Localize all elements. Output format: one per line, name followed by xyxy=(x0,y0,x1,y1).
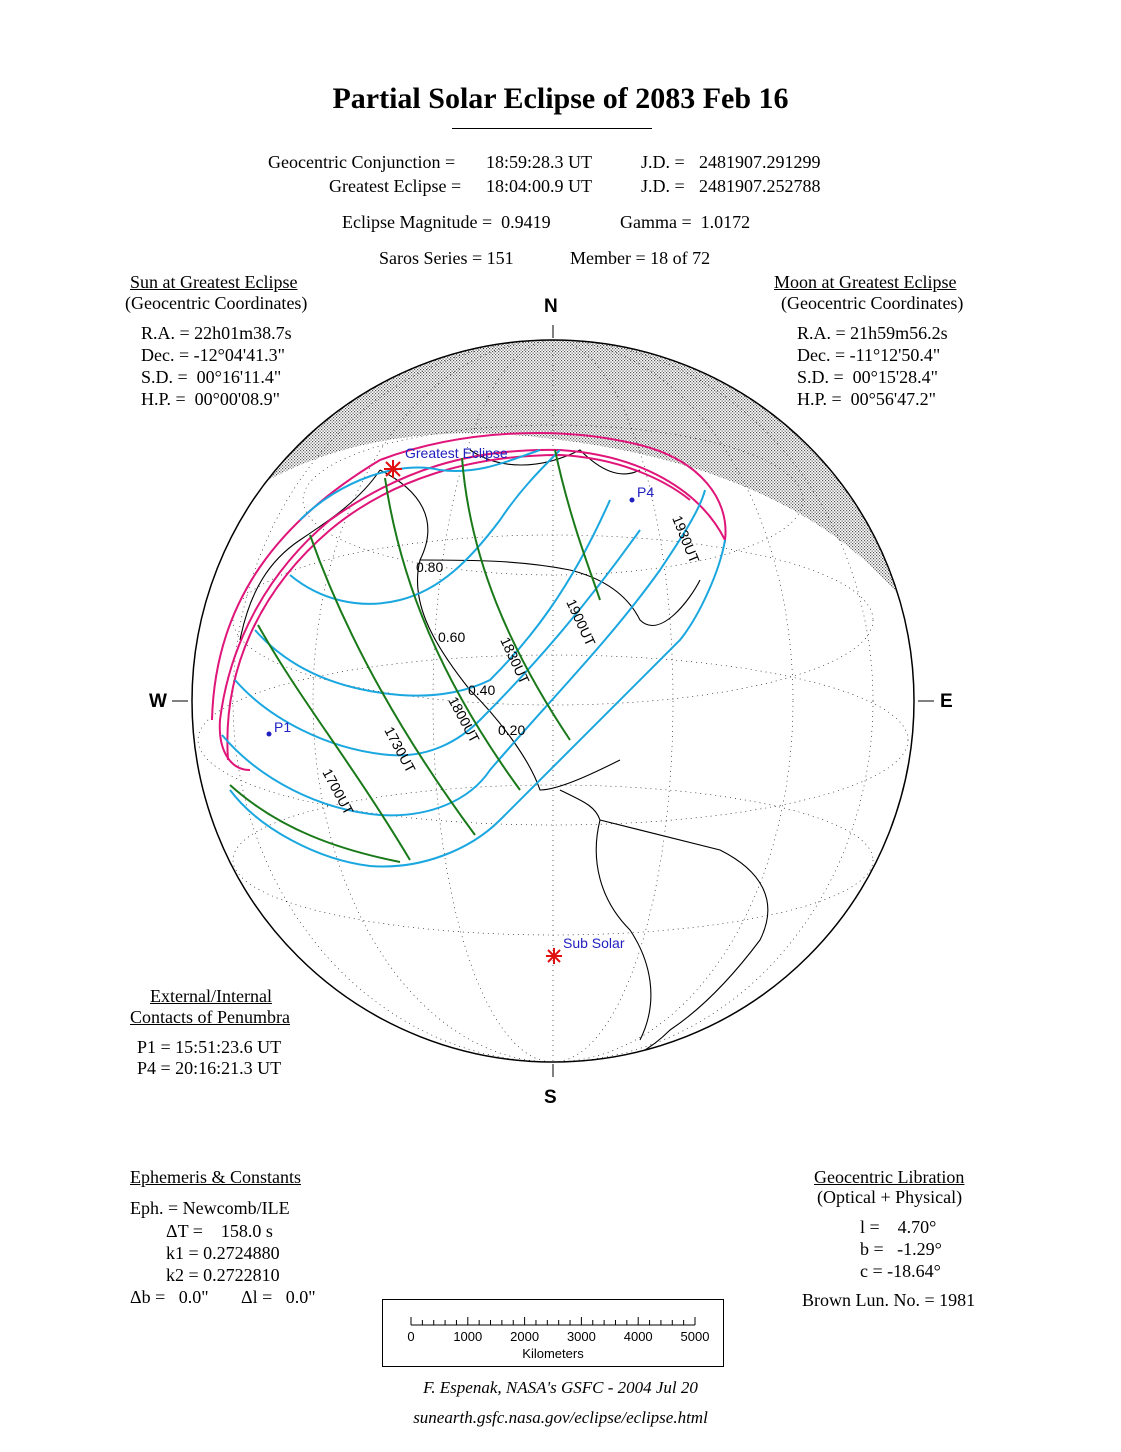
moon-dec: Dec. = -11°12'50.4" xyxy=(797,345,941,365)
libration-c: c = -18.64° xyxy=(860,1261,941,1281)
magnitude-curves xyxy=(222,450,725,867)
time-label: 1930UT xyxy=(669,513,703,566)
sun-ra: R.A. = 22h01m38.7s xyxy=(141,323,292,343)
contacts-heading-2: Contacts of Penumbra xyxy=(130,1007,290,1027)
eclipse-magnitude: Eclipse Magnitude = 0.9419 xyxy=(342,212,551,232)
p1-label: P1 xyxy=(274,719,292,735)
scale-tick-label: 3000 xyxy=(566,1329,596,1344)
scale-tick-label: 2000 xyxy=(510,1329,540,1344)
magnitude-label: 0.80 xyxy=(416,559,444,575)
sun-hp: H.P. = 00°00'08.9" xyxy=(141,389,280,409)
time-label: 1900UT xyxy=(563,596,599,649)
ephemeris-eph: Eph. = Newcomb/ILE xyxy=(130,1198,290,1218)
north-label: N xyxy=(544,296,558,317)
p1-point xyxy=(267,732,272,737)
scale-tick-label: 0 xyxy=(407,1329,415,1344)
time-lines xyxy=(230,450,600,862)
ephemeris-heading: Ephemeris & Constants xyxy=(130,1167,301,1187)
sub-solar-label: Sub Solar xyxy=(563,935,625,951)
greatest-eclipse-label: Greatest Eclipse = xyxy=(329,176,462,196)
moon-ra: R.A. = 21h59m56.2s xyxy=(797,323,948,343)
time-label: 1730UT xyxy=(381,723,419,776)
ephemeris-delta-t: ΔT = 158.0 s xyxy=(166,1221,273,1241)
conjunction-time: 18:59:28.3 UT xyxy=(486,152,592,172)
magnitude-curve-1 xyxy=(230,540,725,867)
ephemeris-delta-b: Δb = 0.0" xyxy=(130,1287,209,1307)
east-label: E xyxy=(940,691,953,712)
ephemeris-k1: k1 = 0.2724880 xyxy=(166,1243,280,1263)
moon-sd: S.D. = 00°15'28.4" xyxy=(797,367,938,387)
map-labels xyxy=(319,513,703,818)
conjunction-jd-label: J.D. = xyxy=(641,152,685,172)
time-label: 1800UT xyxy=(445,693,483,746)
sun-heading: Sun at Greatest Eclipse xyxy=(130,272,298,292)
greatest-eclipse-jd: 2481907.252788 xyxy=(699,176,821,196)
contact-p1: P1 = 15:51:23.6 UT xyxy=(137,1037,282,1057)
contact-p4: P4 = 20:16:21.3 UT xyxy=(137,1058,282,1078)
scale-tick-label: 5000 xyxy=(680,1329,710,1344)
greatest-eclipse-marker xyxy=(384,460,402,478)
sun-sd: S.D. = 00°16'11.4" xyxy=(141,367,282,387)
scale-bar xyxy=(382,1299,724,1367)
south-label: S xyxy=(544,1087,557,1108)
ephemeris-k2: k2 = 0.2722810 xyxy=(166,1265,280,1285)
scale-tick-label: 4000 xyxy=(623,1329,653,1344)
libration-heading: Geocentric Libration xyxy=(814,1167,965,1187)
ephemeris-delta-l: Δl = 0.0" xyxy=(241,1287,316,1307)
magnitude-label: 0.20 xyxy=(498,722,526,738)
greatest-eclipse-time: 18:04:00.9 UT xyxy=(486,176,592,196)
conjunction-label: Geocentric Conjunction = xyxy=(268,152,456,172)
magnitude-label: 0.40 xyxy=(468,682,496,698)
moon-subheading: (Geocentric Coordinates) xyxy=(781,293,964,313)
time-label: 1700UT xyxy=(319,765,357,818)
gamma: Gamma = 1.0172 xyxy=(620,212,751,232)
moon-hp: H.P. = 00°56'47.2" xyxy=(797,389,936,409)
page-title: Partial Solar Eclipse of 2083 Feb 16 xyxy=(332,82,789,115)
saros-member: Member = 18 of 72 xyxy=(570,248,711,268)
p4-label: P4 xyxy=(637,484,655,500)
saros-series: Saros Series = 151 xyxy=(379,248,514,268)
contacts-heading-1: External/Internal xyxy=(150,986,272,1006)
moon-heading: Moon at Greatest Eclipse xyxy=(774,272,957,292)
magnitude-label: 0.60 xyxy=(438,629,466,645)
credit-url[interactable]: sunearth.gsfc.nasa.gov/eclipse/eclipse.html xyxy=(413,1408,708,1427)
sun-dec: Dec. = -12°04'41.3" xyxy=(141,345,285,365)
libration-subheading: (Optical + Physical) xyxy=(817,1187,963,1207)
time-line-2 xyxy=(258,625,410,860)
libration-l: l = 4.70° xyxy=(860,1217,937,1237)
p4-point xyxy=(630,498,635,503)
libration-b: b = -1.29° xyxy=(860,1239,942,1259)
conjunction-jd: 2481907.291299 xyxy=(699,152,821,172)
credit-author: F. Espenak, NASA's GSFC - 2004 Jul 20 xyxy=(423,1378,698,1397)
scale-tick-label: 1000 xyxy=(453,1329,483,1344)
time-label: 1830UT xyxy=(497,634,533,687)
scale-unit-label: Kilometers xyxy=(522,1346,584,1361)
west-label: W xyxy=(149,691,167,712)
sub-solar-marker xyxy=(546,948,562,964)
greatest-eclipse-jd-label: J.D. = xyxy=(641,176,685,196)
sun-subheading: (Geocentric Coordinates) xyxy=(125,293,308,313)
magnitude-curve-4 xyxy=(255,500,610,696)
brown-lunation: Brown Lun. No. = 1981 xyxy=(802,1290,976,1310)
magnitude-curve-5 xyxy=(290,450,560,604)
greatest-eclipse-label: Greatest Eclipse xyxy=(405,445,508,461)
